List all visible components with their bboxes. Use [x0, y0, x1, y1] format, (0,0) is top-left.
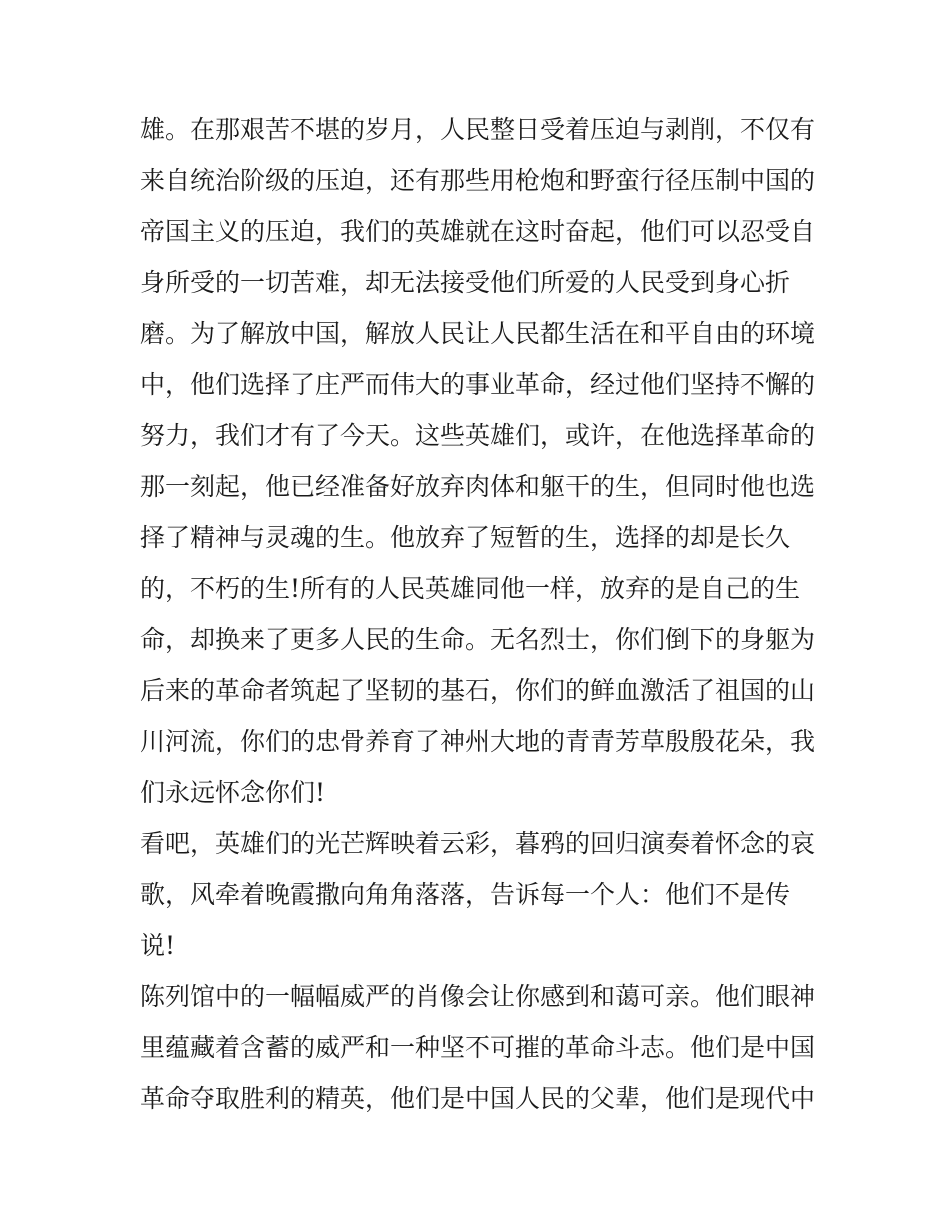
text-line: 说! [140, 931, 176, 960]
text-line: 陈列馆中的一幅幅威严的肖像会让你感到和蔼可亲。他们眼神 [140, 982, 816, 1011]
text-line: 革命夺取胜利的精英，他们是中国人民的父辈，他们是现代中 [140, 1084, 816, 1113]
text-line: 磨。为了解放中国，解放人民让人民都生活在和平自由的环境 [140, 319, 816, 348]
text-line: 命，却换来了更多人民的生命。无名烈士，你们倒下的身躯为 [140, 625, 816, 654]
text-line: 努力，我们才有了今天。这些英雄们，或许，在他选择革命的 [140, 421, 816, 450]
text-line: 歌，风牵着晚霞撒向角角落落，告诉每一个人：他们不是传 [140, 880, 791, 909]
text-line: 雄。在那艰苦不堪的岁月，人民整日受着压迫与剥削，不仅有 [140, 115, 816, 144]
body-text [140, 108, 820, 1128]
text-line: 择了精神与灵魂的生。他放弃了短暂的生，选择的却是长久 [140, 523, 791, 552]
text-line: 后来的革命者筑起了坚韧的基石，你们的鲜血激活了祖国的山 [140, 676, 816, 705]
text-line: 来自统治阶级的压迫，还有那些用枪炮和野蛮行径压制中国的 [140, 166, 816, 195]
text-line: 中，他们选择了庄严而伟大的事业革命，经过他们坚持不懈的 [140, 370, 816, 399]
text-line: 那一刻起，他已经准备好放弃肉体和躯干的生，但同时他也选 [140, 472, 816, 501]
text-line: 里蕴藏着含蓄的威严和一种坚不可摧的革命斗志。他们是中国 [140, 1033, 816, 1062]
text-line: 帝国主义的压迫，我们的英雄就在这时奋起，他们可以忍受自 [140, 217, 816, 246]
text-line: 看吧，英雄们的光芒辉映着云彩，暮鸦的回归演奏着怀念的哀 [140, 829, 816, 858]
text-line: 身所受的一切苦难，却无法接受他们所爱的人民受到身心折 [140, 268, 791, 297]
text-line: 们永远怀念你们! [140, 778, 326, 807]
text-line: 的，不朽的生!所有的人民英雄同他一样，放弃的是自己的生 [140, 574, 801, 603]
text-line: 川河流，你们的忠骨养育了神州大地的青青芳草殷殷花朵，我 [140, 727, 816, 756]
